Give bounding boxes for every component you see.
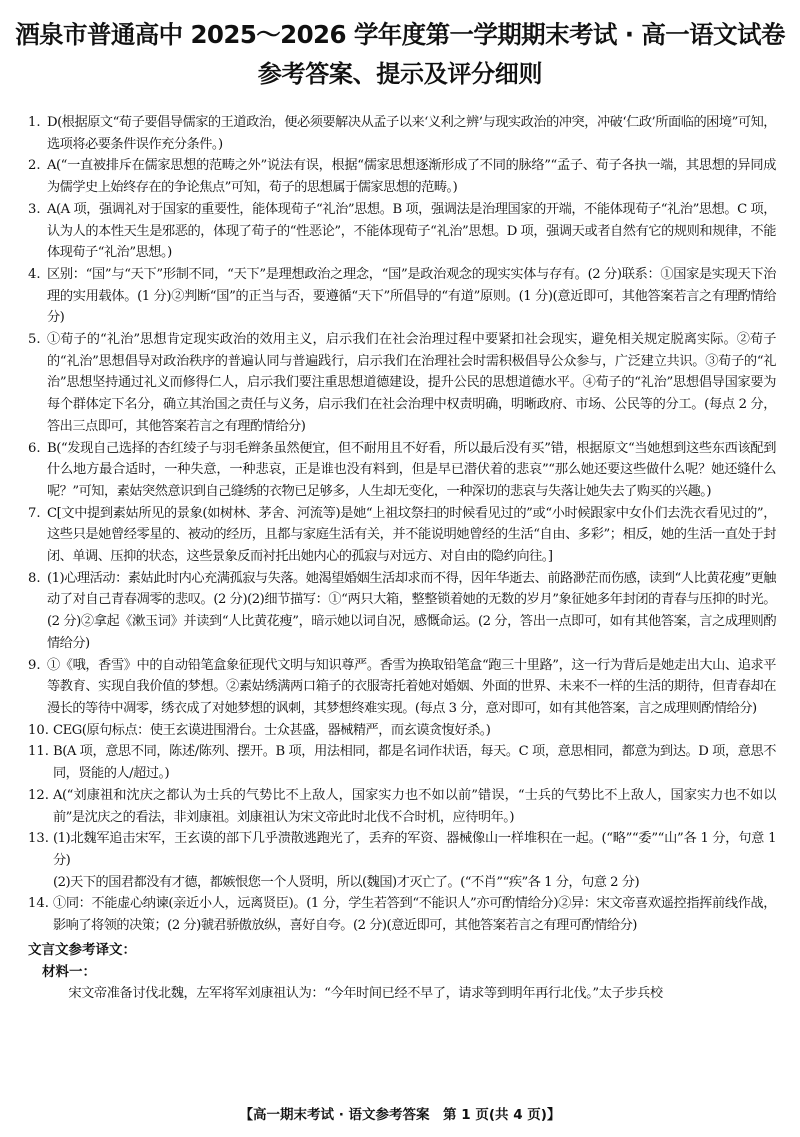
- answer-number: 14.: [28, 896, 49, 912]
- translation-text: 宋文帝准备讨伐北魏，左军将军刘康祖认为：“今年时间已经不早了，请求等到明年再行北伐。”太子步兵校: [68, 985, 663, 1001]
- answer-item: [28, 438, 776, 503]
- answer-item: [28, 112, 776, 155]
- answer-item: [28, 199, 776, 264]
- answer-number: 3.: [28, 201, 41, 217]
- answer-number: 5.: [28, 332, 41, 348]
- answer-number: 12.: [28, 787, 49, 803]
- answer-number: 8.: [28, 570, 41, 586]
- answer-text: A(“刘康祖和沈庆之都认为士兵的气势比不上敌人，国家实力也不如以前”错误，“士兵的气势比不上敌人，国家实力也不如以前”是沈庆之的看法，非刘康祖。刘康祖认为宋文帝此时北伐不合时机，应待明年。): [53, 787, 776, 825]
- answer-text: CEG(原句标点：使王玄谟进围滑台。士众甚盛，器械精严，而玄谟贪愎好杀。): [53, 722, 491, 738]
- document-title: 酒泉市普通高中 2025～2026 学年度第一学期期末考试 · 高一语文试卷: [15, 20, 785, 49]
- answer-text: ①荀子的“礼治”思想肯定现实政治的效用主义，启示我们在社会治理过程中要紧扣社会现实，避免相关规定脱离实际。②荀子的“礼治”思想倡导对政治秩序的普遍认同与普遍践行，启示我们在治理社会时需积极倡导公众参与，广泛建立共识。③荀子的“礼治”思想坚持通过礼义而修得仁人，启示我们要注重思想道德建设，提升公民的思想道德水平。④荀子的“礼治”思想倡导国家要为每个群体定下名分，确立其治国之责任与义务，启示我们在社会治理中权责明确，明晰政府、市场、公民等的分工。(每点 2 分，答出三点即可，其他答案若言之有理酌情给分): [47, 332, 776, 434]
- answer-text: A(“一直被排斥在儒家思想的范畴之外”说法有误，根据“儒家思想逐渐形成了不同的脉络”“孟子、荀子各执一端，其思想的异同成为儒学史上始终存在的争论焦点”可知，荀子的思想属于儒家思想的范畴。): [47, 158, 776, 196]
- answer-text: ①《哦，香雪》中的自动铅笔盒象征现代文明与知识尊严。香雪为换取铅笔盒“跑三十里路”，这一行为背后是她走出大山、追求平等教育、实现自我价值的梦想。②素姑绣满两口箱子的衣服寄托着她对婚姻、外面的世界、未来不一样的生活的期待，但青春却在漫长的等待中凋零，绣衣成了对她梦想的讽刺，其梦想终难实现。(每点 3 分，意对即可，如有其他答案，言之成理则酌情给分): [47, 657, 776, 716]
- answer-list: [28, 112, 776, 1004]
- answer-text: 区别：“国”与“天下”形制不同，“天下”是理想政治之理念，“国”是政治观念的现实实体与存有。(2 分)联系：①国家是实现天下治理的实用载体。(1 分)②判断“国”的正当与否，要遵循“天下”所倡导的“有道”原则。(1 分)(意近即可，其他答案若言之有理酌情给分): [47, 266, 776, 326]
- answer-text: D(根据原文“荀子要倡导儒家的王道政治，便必须要解决从孟子以来‘义利之辨’与现实政治的冲突，冲破‘仁政’所面临的困境”可知，选项将必要条件误作充分条件。): [47, 115, 776, 152]
- answer-text: A(A 项，强调礼对于国家的重要性，能体现荀子“礼治”思想。B 项，强调法是治理国家的开端，不能体现荀子“礼治”思想。C 项，认为人的本性天生是邪恶的，体现了荀子的“性恶论”，不能体现荀子“礼治”思想。D 项，强调天或者自然有它的规则和规律，不能体现荀子“礼治”思想。): [47, 201, 776, 261]
- answer-number: 13.: [28, 831, 49, 847]
- answer-text: ①同：不能虚心纳谏(亲近小人，远离贤臣)。(1 分，学生若答到“不能识人”亦可酌情给分)②异：宋文帝喜欢遥控指挥前线作战，影响了将领的决策；(2 分)虢君骄傲放纵，喜好自夸。(2 分)(意近即可，其他答案若言之有理可酌情给分): [53, 896, 776, 934]
- answer-item: [28, 655, 776, 720]
- answer-number: 1.: [28, 115, 41, 130]
- page-footer: 【高一期末考试 · 语文参考答案 第 1 页(共 4 页)】: [239, 1107, 561, 1123]
- answer-number: 6.: [28, 440, 41, 456]
- answer-number: 10.: [28, 722, 49, 738]
- answer-item: [28, 785, 776, 828]
- answer-number: 9.: [28, 657, 41, 673]
- answer-number: 11.: [28, 744, 49, 760]
- answer-item: [28, 264, 776, 329]
- answer-text: (1)心理活动：素姑此时内心充满孤寂与失落。她渴望婚姻生活却求而不得，因年华逝去、前路渺茫而伤感，读到“人比黄花瘦”更触动了对自己青春凋零的悲叹。(2 分)(2)细节描写：①“两只大箱，整整锁着她的无数的岁月”象征她多年封闭的青春与压抑的时光。(2 分)②拿起《漱玉词》并读到“人比黄花瘦”，暗示她以词自况，感慨命运。(2 分，答出一点即可，如有其他答案，言之成理则酌情给分): [47, 570, 776, 651]
- answer-item: [28, 503, 776, 568]
- answer-item: [28, 329, 776, 438]
- answer-number: 4.: [28, 266, 41, 282]
- material-label: 材料一：: [42, 963, 96, 980]
- answer-text: C[文中提到素姑所见的景象(如树林、茅舍、河流等)是她“上祖坟祭扫的时候看见过的”或“小时候跟家中女仆们去洗衣看见过的”，这些只是她曾经零星的、被动的经历，且都与家庭生活有关，并不能说明她曾经的生活“自由、多彩”；相反，她的生活一直处于封闭、单调、压抑的状态，这些景象反而衬托出她内心的孤寂与对远方、对自由的隐约向往。]: [47, 505, 776, 565]
- answer-item: [28, 893, 776, 936]
- answer-item: [28, 720, 776, 742]
- answer-text: (1)北魏军追击宋军，王玄谟的部下几乎溃散逃跑光了，丢弃的军资、器械像山一样堆积在一起。(“略”“委”“山”各 1 分，句意 1 分) (2)天下的国君都没有才德，都嫉恨您一个人贤明，所以(魏国)才灭亡了。(“不肖”“疾”各 1 分，句意 2 分): [53, 831, 776, 890]
- answer-item: [28, 155, 776, 198]
- answer-number: 2.: [28, 158, 41, 174]
- answer-text: B(A 项，意思不同，陈述/陈列、摆开。B 项，用法相同，都是名词作状语，每天。C 项，意思相同，都意为到达。D 项，意思不同，贤能的人/超过。): [53, 744, 776, 782]
- document-subtitle: 参考答案、提示及评分细则: [257, 60, 543, 88]
- answer-item: [28, 741, 776, 784]
- answer-item: [28, 568, 776, 655]
- answer-item: [28, 828, 776, 893]
- answer-text: B(“发现自己选择的杏红绫子与羽毛辫条虽然便宜，但不耐用且不好看，所以最后没有买”错，根据原文“当她想到这些东西该配到什么地方最合适时，一种失意，一种悲哀，正是谁也没有料到，但是早已潜伏着的悲哀”“那么她还要这些做什么呢？她还缝什么呢？”可知，素姑突然意识到自己缝绣的衣物已足够多，人生却无变化，一种深切的悲哀与失落让她失去了购买的兴趣。): [47, 440, 776, 499]
- answer-number: 7.: [28, 505, 41, 521]
- translation-heading: 文言文参考译文：: [28, 941, 136, 958]
